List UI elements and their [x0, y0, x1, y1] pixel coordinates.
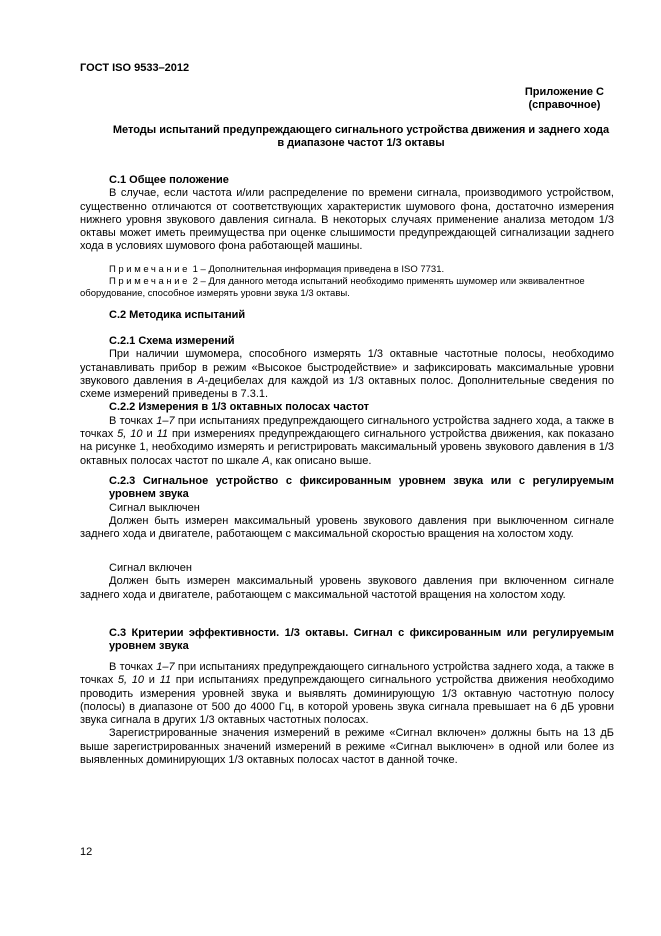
section-c3-paragraph-2: Зарегистрированные значения измерений в режиме «Сигнал включен» должны быть на 13 дБ выше зарегистрированных значений измерений в режиме «Сигнал выключен» в одной или более из выявленных доминирующих 1/3 октавных полосах частот в данной точке.: [80, 727, 614, 767]
c22-i4: А: [262, 454, 270, 467]
note-1-text: 1 – Дополнительная информация приведена в ISO 7731.: [190, 264, 445, 275]
note-2: [80, 276, 614, 300]
section-c21-heading: С.2.1 Схема измерений: [109, 335, 235, 347]
section-c2-heading-block: [80, 309, 614, 322]
c21-text-italic: А: [197, 374, 205, 387]
section-c23: [80, 475, 614, 541]
appendix-header: [80, 86, 614, 112]
c3-t3: и: [144, 674, 160, 687]
signal-on-paragraph: Должен быть измерен максимальный уровень звукового давления при включенном сигнале заднего хода и двигателе, работающем с максимальной частотой вращения на холостом ходу.: [80, 575, 614, 601]
section-c21: [80, 335, 614, 468]
section-c1-heading: С.1 Общее положение: [109, 174, 229, 186]
standard-code: ГОСТ ISO 9533–2012: [80, 62, 190, 74]
section-c22-heading: С.2.2 Измерения в 1/3 октавных полосах частот: [109, 401, 370, 414]
section-c3: [80, 627, 614, 654]
document-title-line2: в диапазоне частот 1/3 октавы: [277, 137, 445, 149]
section-c1-paragraph: В случае, если частота и/или распределение по времени сигнала, производимого устройством, существенно отличаются от соответствующих характеристик шумового фона, достаточно измерения нижнего уровня звукового давления сигнала. В некоторых случаях применение анализа методом 1/3 октавы может иметь преимущества при оценке слышимости предупреждающей сигнализации заднего хода в условиях шумового фона работающей машины.: [80, 187, 614, 253]
appendix-type: (справочное): [528, 99, 601, 111]
section-c3-heading: С.3 Критерии эффективности. 1/3 октавы. Сигнал с фиксированным или регулируемым уровнем звука: [109, 627, 614, 653]
c22-i1: 1–7: [156, 414, 175, 427]
appendix-label: Приложение С: [524, 86, 604, 98]
note-2-text: 2 – Для данного метода испытаний необходимо применять шумомер или эквивалентное оборудование, способное измерять уровни звука 1/3 октавы.: [80, 275, 585, 299]
c22-t1: В точках: [109, 414, 157, 427]
c22-t3: и: [142, 428, 157, 441]
c3-i2: 5, 10: [117, 674, 145, 687]
section-c1: [80, 174, 614, 254]
document-title-line1: Методы испытаний предупреждающего сигнального устройства движения и заднего хода: [112, 124, 610, 136]
section-c22-paragraph: [80, 415, 614, 468]
c22-t5: , как описано выше.: [269, 454, 372, 467]
c3-t1: В точках: [109, 661, 157, 673]
document-title: [108, 124, 614, 150]
signal-off-paragraph: Должен быть измерен максимальный уровень звукового давления при выключенном сигнале заднего хода и двигателе, работающем с максимальной скоростью вращения на холостом ходу.: [80, 514, 614, 541]
signal-on-block: [80, 562, 614, 602]
c22-t4: при измерениях предупреждающего сигнального устройства движения, как показано на рисунке 1, необходимо измерять и регистрировать максимальный уровень звукового давления в 1/3 октавных полосах частот по шкале: [80, 428, 614, 467]
section-c1-notes: [80, 264, 614, 299]
c3-i1: 1–7: [156, 661, 175, 673]
c22-i2: 5, 10: [117, 428, 143, 441]
c3-t2: при испытаниях предупреждающего сигнального устройства заднего хода, а также в точках: [80, 661, 614, 687]
c3-t4: при испытаниях предупреждающего сигнального устройства движения необходимо проводить измерения уровней звука и выявлять доминирующую 1/3 октавную частотную полосу (полосы) в диапазоне от 500 до 4000 Гц, в которой уровень звука сигнала превышает на 6 дБ уровни звука сигнала в других 1/3 октавных частотных полосах.: [80, 674, 615, 727]
note-1-label: Примечание: [109, 264, 190, 275]
note-1: [80, 264, 614, 276]
section-c3-body: [80, 661, 614, 767]
signal-off-label: Сигнал выключен: [109, 501, 200, 514]
c22-t2: при испытаниях предупреждающего сигнального устройства заднего хода, а также в точках: [80, 414, 614, 441]
c21-text-b: -децибелах для каждой из 1/3 октавных полос. Дополнительные сведения по схеме измерений приведены в 7.3.1.: [80, 374, 614, 401]
note-2-label: Примечание: [109, 275, 190, 287]
signal-on-label: Сигнал включен: [109, 562, 192, 574]
section-c3-paragraph-1: [80, 661, 614, 727]
section-c2-heading: С.2 Методика испытаний: [109, 309, 246, 321]
c22-i3: 11: [156, 428, 169, 441]
c21-text-a: При наличии шумомера, способного измерять 1/3 октавные частотные полосы, необходимо устанавливать прибор в режим «Высокое быстродействие» и зафиксировать максимальные уровни звукового давления в: [80, 348, 614, 387]
page-number: 12: [80, 846, 93, 858]
c3-i3: 11: [159, 674, 172, 687]
section-c21-paragraph: [80, 348, 614, 401]
section-c23-heading: С.2.3 Сигнальное устройство с фиксированным уровнем звука или с регулируемым уровнем звука: [109, 475, 614, 501]
